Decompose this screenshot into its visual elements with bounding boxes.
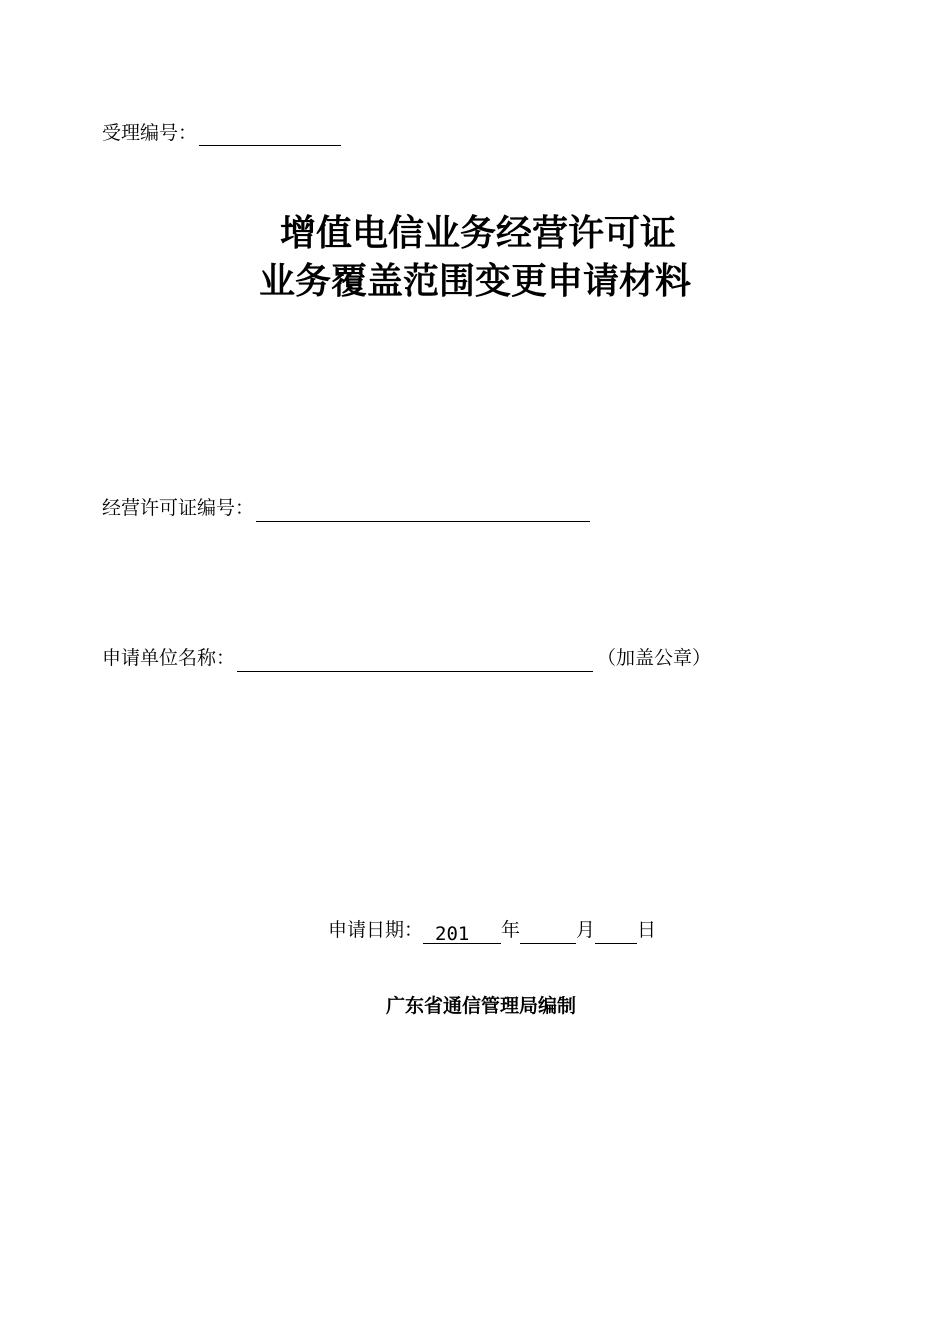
applicant-name-label: 申请单位名称：: [102, 647, 236, 669]
acceptance-number-label: 受理编号：: [102, 122, 198, 144]
application-date-label: 申请日期：: [328, 919, 424, 941]
license-number-label: 经营许可证编号：: [102, 497, 255, 519]
seal-note: （加盖公章）: [597, 647, 712, 669]
acceptance-number-row: [102, 120, 341, 146]
issuer-footer: 广东省通信管理局编制: [385, 995, 576, 1017]
date-month-field[interactable]: [520, 921, 576, 944]
applicant-name-row: [102, 644, 711, 672]
application-date-row: [328, 916, 656, 944]
license-number-field[interactable]: [256, 501, 590, 522]
document-title: [0, 210, 950, 306]
title-line-2: 业务覆盖范围变更申请材料: [258, 261, 691, 302]
license-number-row: [102, 494, 590, 522]
date-year-field[interactable]: 201: [423, 922, 501, 944]
date-day-field[interactable]: [595, 921, 637, 944]
applicant-name-field[interactable]: [237, 651, 593, 672]
date-month-unit: 月: [576, 919, 596, 941]
date-year-unit: 年: [501, 919, 521, 941]
title-line-1: 增值电信业务经营许可证: [279, 213, 676, 254]
acceptance-number-field[interactable]: [199, 125, 341, 146]
date-day-unit: 日: [637, 919, 657, 941]
